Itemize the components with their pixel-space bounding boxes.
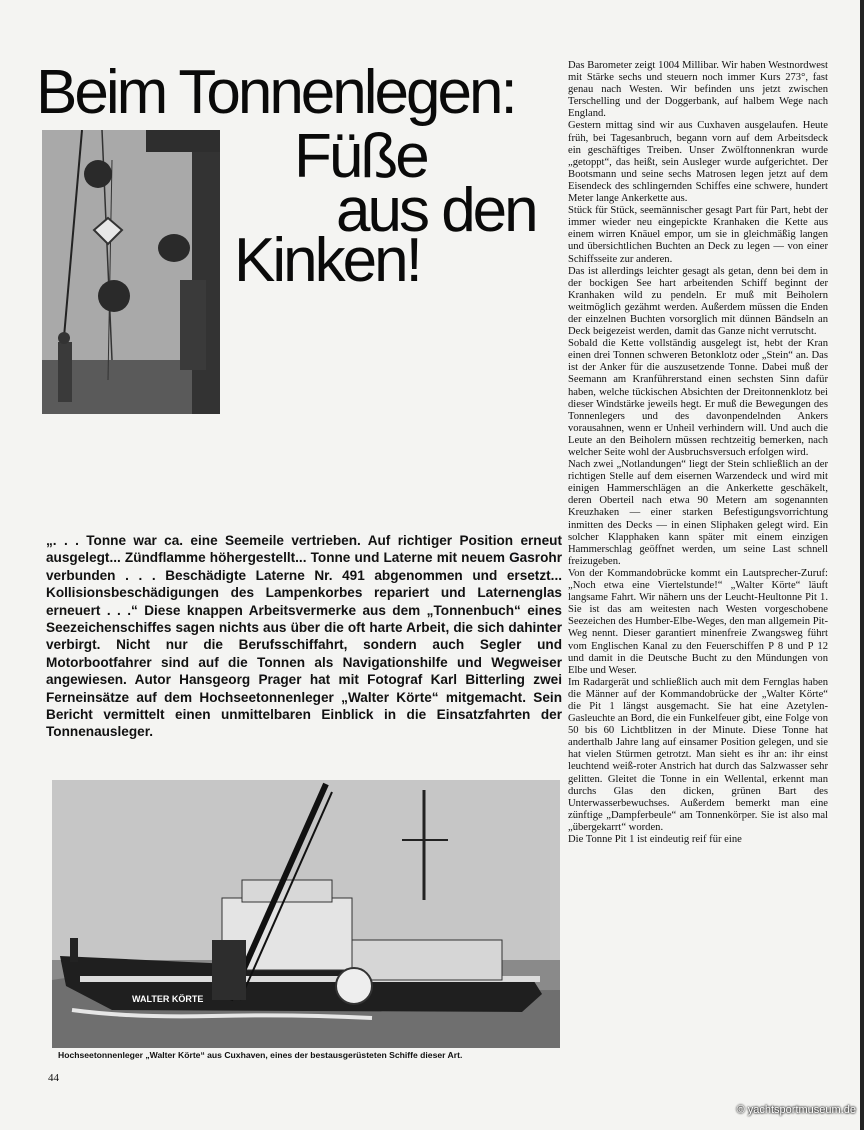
page-edge (860, 0, 864, 1130)
body-paragraph: Im Radargerät und schließlich auch mit dem Fernglas haben die Männer auf der Kommandobrücke der „Walter Körte“ die Pit 1 längst ausgemacht. Sie hat eine Azetylen-Gasleuchte an Bord, die ein Funkelfeuer gibt, eine Folge von 50 bis 60 Lichtblitzen in der Minute. Diese Tonne hat anderthalb Jahre lang auf einsamer Position gelegen, und sie hat vielen Stürmen getrotzt. Man sieht es ihr an: ihr einst leuchtend weiß-roter Anstrich hat durch das Salzwasser sehr gelitten. Gleitet die Tonne in ein Wellental, erkennt man durchs Glas den dicken, grünen Bart des Unterwasserbewuchses. Außerdem bemerkt man eine zünftige „Dampferbeule“ am Tonnenkörper. Sie ist also mal „übergekarrt“ worden. (568, 676, 828, 833)
body-paragraph: Sobald die Kette vollständig ausgelegt ist, hebt der Kran einen drei Tonnen schweren Betonklotz oder „Stein“ an. Das ist der Anker für die auszusetzende Tonne. Dabei muß der Seemann am Kranführerstand einen sechsten Sinn dafür haben, welche tückischen Absichten der Dreitonnenklotz bei dieser Windstärke jeweils hegt. Er muß die Bewegungen des Tonnenlegers und des davonpendelnden Ankers vorausahnen, wenn er Unheil verhindern will. Und auch die Leute an den Beiholern müssen rechtzeitig bemerken, nach welcher Seite wohl der Ausbruchsversuch erfolgen wird. (568, 338, 828, 458)
watermark-link[interactable]: © yachtsportmuseum.de (736, 1104, 856, 1116)
body-paragraph: Das Barometer zeigt 1004 Millibar. Wir haben Westnordwest mit Stärke sechs und steuern noch immer Kurs 273°, fast genau nach Westen. Wir befinden uns jetzt zwischen Terschelling und der Doggerbank, auf halbem Wege nach England. (568, 60, 828, 120)
body-paragraph: Nach zwei „Notlandungen“ liegt der Stein schließlich an der richtigen Stelle auf dem eisernen Warzendeck und wird mit einigen Hammerschlägen an die Ankerkette geschäkelt, deren Oberteil nach etwa 90 Metern am sogenannten Kreuzhaken — einer starken Befestigungsvorrichtung inmitten des Decks — in einen Sliphaken gelegt wird. Ein solcher Klapphaken kann später mit einem einzigen Hammerschlag geöffnet werden, um seine Last schnell freizugeben. (568, 459, 828, 567)
photo-caption: Hochseetonnenleger „Walter Körte“ aus Cuxhaven, eines der bestausgerüsteten Schiffe dieser Art. (58, 1050, 463, 1060)
intro-paragraph: „. . . Tonne war ca. eine Seemeile vertrieben. Auf richtiger Position erneut ausgelegt... Zündflamme höhergestellt... Tonne und Laterne mit neuem Gasrohr verbunden . . . Beschädigte Laterne Nr. 491 abgenommen und ersetzt... Kollisionsbeschädigungen des Lampenkorbes repariert und Laternenglas erneuert . . .“ Diese knappen Arbeitsvermerke aus dem „Tonnenbuch“ eines Seezeichenschiffes sagen nichts aus über die oft harte Arbeit, die sich dahinter verbirgt. Nicht nur die Berufsschiffahrt, sondern auch Segler und Motorbootfahrer sind auf die Tonnen als Navigationshilfe und Wegweiser angewiesen. Autor Hansgeorg Prager hat mit Fotograf Karl Bitterling zwei Ferneinsätze auf dem Hochseetonnenleger „Walter Körte“ mitgemacht. Sein Bericht vermittelt einen unmittelbaren Einblick in die Einsatzfahrten der Tonnenausleger. (46, 533, 562, 740)
body-paragraph: Die Tonne Pit 1 ist eindeutig reif für eine (568, 834, 742, 845)
ship-photo (52, 780, 560, 1048)
body-paragraph: Von der Kommandobrücke kommt ein Lautsprecher-Zuruf: „Noch etwa eine Viertelstunde!“ „Walter Körte“ läuft langsame Fahrt. Wir nähern uns der Leucht-Heultonne Pit 1. Sie ist das am weitesten nach Westen vorgeschobene Seezeichen des Humber-Elbe-Weges, den man allgemein Pit-Weg nennt. Dieser garantiert minenfreie Zwangsweg führt vom Englischen Kanal zu den Feuerschiffen P 8 und P 12 und damit in die Deutsche Bucht zu den Mündungen von Elbe und Weser. (568, 567, 828, 676)
headline-line-3: aus den (336, 176, 536, 245)
article-body (568, 60, 828, 1068)
headline-line-4: Kinken! (234, 226, 420, 295)
page-number: 44 (48, 1072, 59, 1084)
body-paragraph: Gestern mittag sind wir aus Cuxhaven ausgelaufen. Heute früh, bei Tagesanbruch, begann vorn auf dem Arbeitsdeck ein geschäftiges Treiben. Unser Zwölftonnenkran wurde „getoppt“, das heißt, sein Ausleger wurde aufgerichtet. Der Bootsmann und seine sechs Matrosen legen jetzt auf dem Eisendeck des schlingernden Schiffes eine schwere, hundert Meter lange Ankerkette aus. (568, 120, 828, 205)
headline-line-1: Beim Tonnenlegen: (36, 58, 515, 127)
body-paragraph: Stück für Stück, seemännischer gesagt Part für Part, hebt der immer wieder neu eingepickte Kranhaken die Kette aus einem wirren Knäuel empor, um sie in gleichmäßig langen und übersichtlichen Buchten an Deck zu legen — von einer Schiffsseite zur anderen. (568, 205, 828, 265)
headline (36, 58, 566, 302)
headline-line-2: Füße (294, 122, 427, 191)
ship-illustration (52, 780, 560, 1048)
body-paragraph: Das ist allerdings leichter gesagt als getan, denn bei dem in der bockigen See hart arbeitenden Schiff beginnt der Kranhaken wild zu pendeln. Er muß mit Beiholern weitmöglich gezähmt werden. Außerdem müssen die Enden der einzelnen Buchten vorsorglich mit dünnen Bändseln an Deck beigezeist werden, damit das Ganze nicht verrutscht. (568, 265, 828, 338)
ship-hull-name: WALTER KÖRTE (132, 994, 204, 1004)
